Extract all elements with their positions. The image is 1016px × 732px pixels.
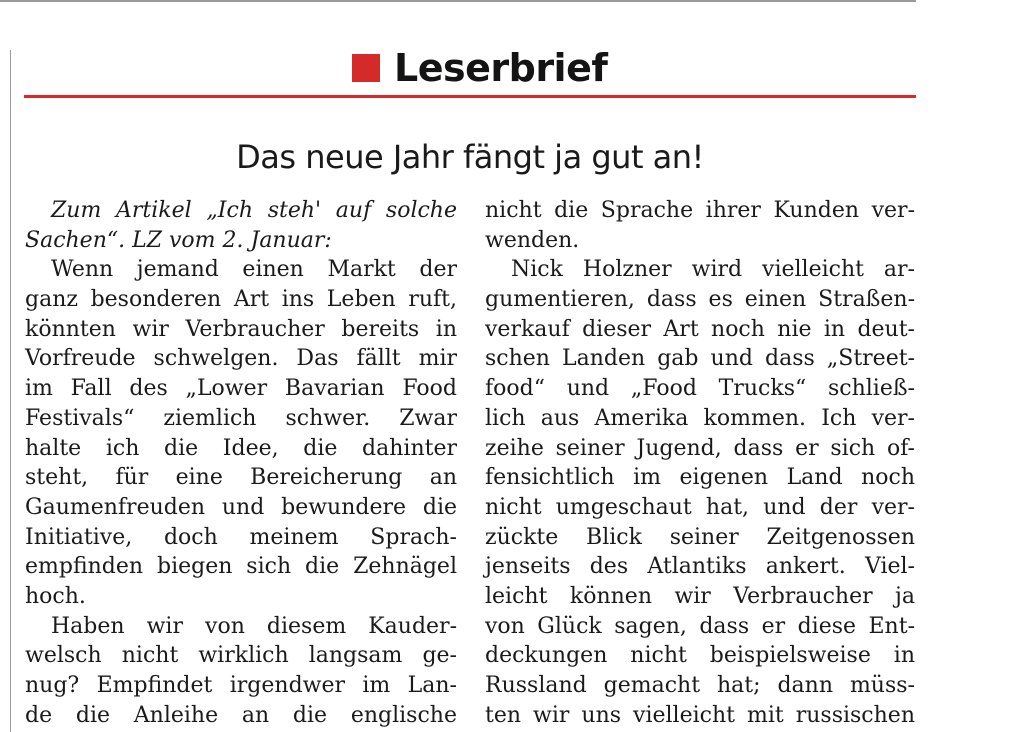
right-column-line: schen Landen gab und dass „Street- xyxy=(485,346,915,372)
left-column-line: Festivals“ ziemlich schwer. Zwar xyxy=(25,405,457,431)
right-column-line: food“ und „Food Trucks“ schließ- xyxy=(485,376,915,402)
left-column-line: nug? Empfindet irgendwer im Lan- xyxy=(25,673,457,698)
section-rule xyxy=(24,95,916,98)
right-column-line: Nick Holzner wird vielleicht ar- xyxy=(511,257,915,283)
article-headline: Das neue Jahr fängt ja gut an! xyxy=(236,138,704,176)
right-column-line: gumentieren, dass es einen Straßen- xyxy=(485,287,915,313)
left-column-line: de die Anleihe an die englische xyxy=(25,702,457,728)
left-column-line: im Fall des „Lower Bavarian Food xyxy=(25,376,457,402)
top-divider xyxy=(0,0,916,2)
section-kicker-label: Leserbrief xyxy=(394,46,608,90)
section-kicker xyxy=(352,46,607,90)
left-column-line: Vorfreude schwelgen. Das fällt mir xyxy=(25,346,457,372)
right-column-line: Russland gemacht hat; dann müss- xyxy=(485,673,915,698)
article-column-left xyxy=(25,196,457,730)
left-column-line: welsch nicht wirklich langsam ge- xyxy=(25,643,457,669)
right-column-line: von Glück sagen, dass er diese Ent- xyxy=(485,613,915,639)
left-column-line: empfinden biegen sich die Zehnägel xyxy=(25,554,457,580)
left-column-line: Zum Artikel „Ich steh' auf solche xyxy=(51,198,457,223)
right-column-line: deckungen nicht beispielsweise in xyxy=(485,643,915,669)
right-column-line: jenseits des Atlantiks ankert. Viel- xyxy=(485,554,915,580)
right-column-line: fensichtlich im eigenen Land noch xyxy=(485,465,915,491)
right-column-line: nicht umgeschaut hat, und der ver- xyxy=(485,494,915,520)
right-column-line: wenden. xyxy=(485,227,580,253)
left-column-line: halte ich die Idee, die dahinter xyxy=(25,435,457,461)
left-column-line: Wenn jemand einen Markt der xyxy=(51,257,457,283)
right-column-line: nicht die Sprache ihrer Kunden ver- xyxy=(485,198,915,223)
left-column-line: Gaumenfreuden und bewundere die xyxy=(25,494,457,520)
article-column-right xyxy=(485,196,915,730)
red-square-icon xyxy=(352,54,380,82)
left-column-line: Initiative, doch meinem Sprach- xyxy=(25,524,457,550)
right-column-line: lich aus Amerika kommen. Ich ver- xyxy=(485,405,915,431)
left-column-line: ganz besonderen Art ins Leben ruft, xyxy=(25,287,457,313)
left-column-line: Haben wir von diesem Kauder- xyxy=(51,613,457,639)
left-column-line: hoch. xyxy=(25,583,86,609)
left-column-line: Sachen“. LZ vom 2. Januar: xyxy=(25,227,332,253)
right-column-line: zückte Blick seiner Zeitgenossen xyxy=(485,524,915,550)
column-divider xyxy=(10,50,11,732)
right-column-line: zeihe seiner Jugend, dass er sich of- xyxy=(485,435,915,461)
right-column-line: verkauf dieser Art noch nie in deut- xyxy=(485,316,915,342)
left-column-line: steht, für eine Bereicherung an xyxy=(25,465,457,491)
right-column-line: ten wir uns vielleicht mit russischen xyxy=(485,702,915,728)
right-column-line: leicht können wir Verbraucher ja xyxy=(485,583,915,609)
left-column-line: könnten wir Verbraucher bereits in xyxy=(25,316,457,342)
